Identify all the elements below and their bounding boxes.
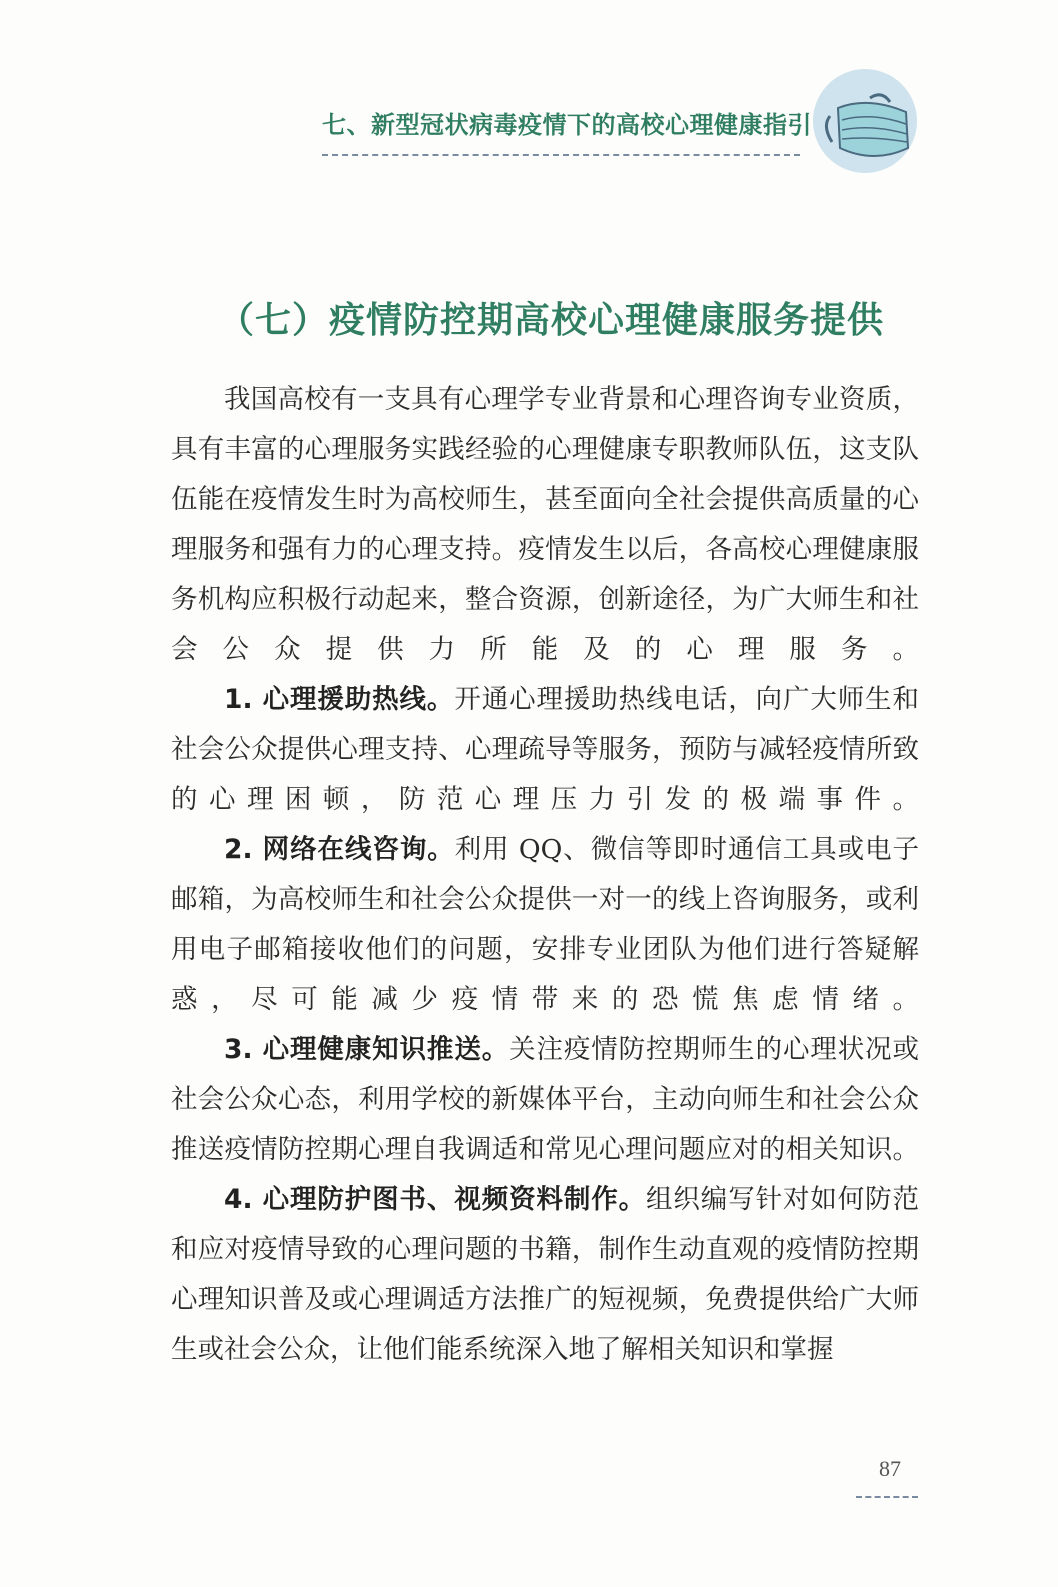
- paragraph-text: 利用 QQ、微信等即时通信工具或电子邮箱，为高校师生和社会公众提供一对一的线上咨询服务，或利用电子邮箱接收他们的问题，安排专业团队为他们进行答疑解惑，尽可能减少疫情带来的恐慌焦虑情绪。: [171, 834, 920, 1015]
- paragraph-item-4: [171, 1175, 919, 1375]
- paragraph-item-1: [171, 675, 919, 825]
- item-heading: 1. 心理援助热线。: [224, 684, 455, 715]
- paragraph-text: 组织编写针对如何防范和应对疫情导致的心理问题的书籍，制作生动直观的疫情防控期心理知识普及或心理调适方法推广的短视频，免费提供给广大师生或社会公众，让他们能系统深入地了解相关知识和掌握: [171, 1184, 920, 1365]
- paragraph-intro: [171, 375, 919, 675]
- running-header: [322, 105, 812, 156]
- item-heading: 3. 心理健康知识推送。: [224, 1034, 510, 1065]
- face-mask-icon: [812, 68, 918, 174]
- item-heading: 2. 网络在线咨询。: [224, 834, 455, 865]
- header-divider: [322, 154, 800, 156]
- page-number: 87: [879, 1456, 901, 1481]
- paragraph-text: 开通心理援助热线电话，向广大师生和社会公众提供心理支持、心理疏导等服务，预防与减轻疫情所致的心理困顿，防范心理压力引发的极端事件。: [171, 684, 920, 815]
- paragraph-item-2: [171, 825, 919, 1025]
- footer-divider: [856, 1496, 918, 1498]
- section-title: （七）疫情防控期高校心理健康服务提供: [218, 299, 885, 341]
- body-text: [171, 375, 919, 1375]
- paragraph-item-3: [171, 1025, 919, 1175]
- chapter-title: 七、新型冠状病毒疫情下的高校心理健康指引: [322, 110, 812, 139]
- paragraph-text: 我国高校有一支具有心理学专业背景和心理咨询专业资质，具有丰富的心理服务实践经验的心理健康专职教师队伍，这支队伍能在疫情发生时为高校师生，甚至面向全社会提供高质量的心理服务和强有力的心理支持。疫情发生以后，各高校心理健康服务机构应积极行动起来，整合资源，创新途径，为广大师生和社会公众提供力所能及的心理服务。: [171, 384, 919, 665]
- paragraph-text: 关注疫情防控期师生的心理状况或社会公众心态，利用学校的新媒体平台，主动向师生和社会公众推送疫情防控期心理自我调适和常见心理问题应对的相关知识。: [171, 1034, 919, 1165]
- item-heading: 4. 心理防护图书、视频资料制作。: [224, 1184, 647, 1215]
